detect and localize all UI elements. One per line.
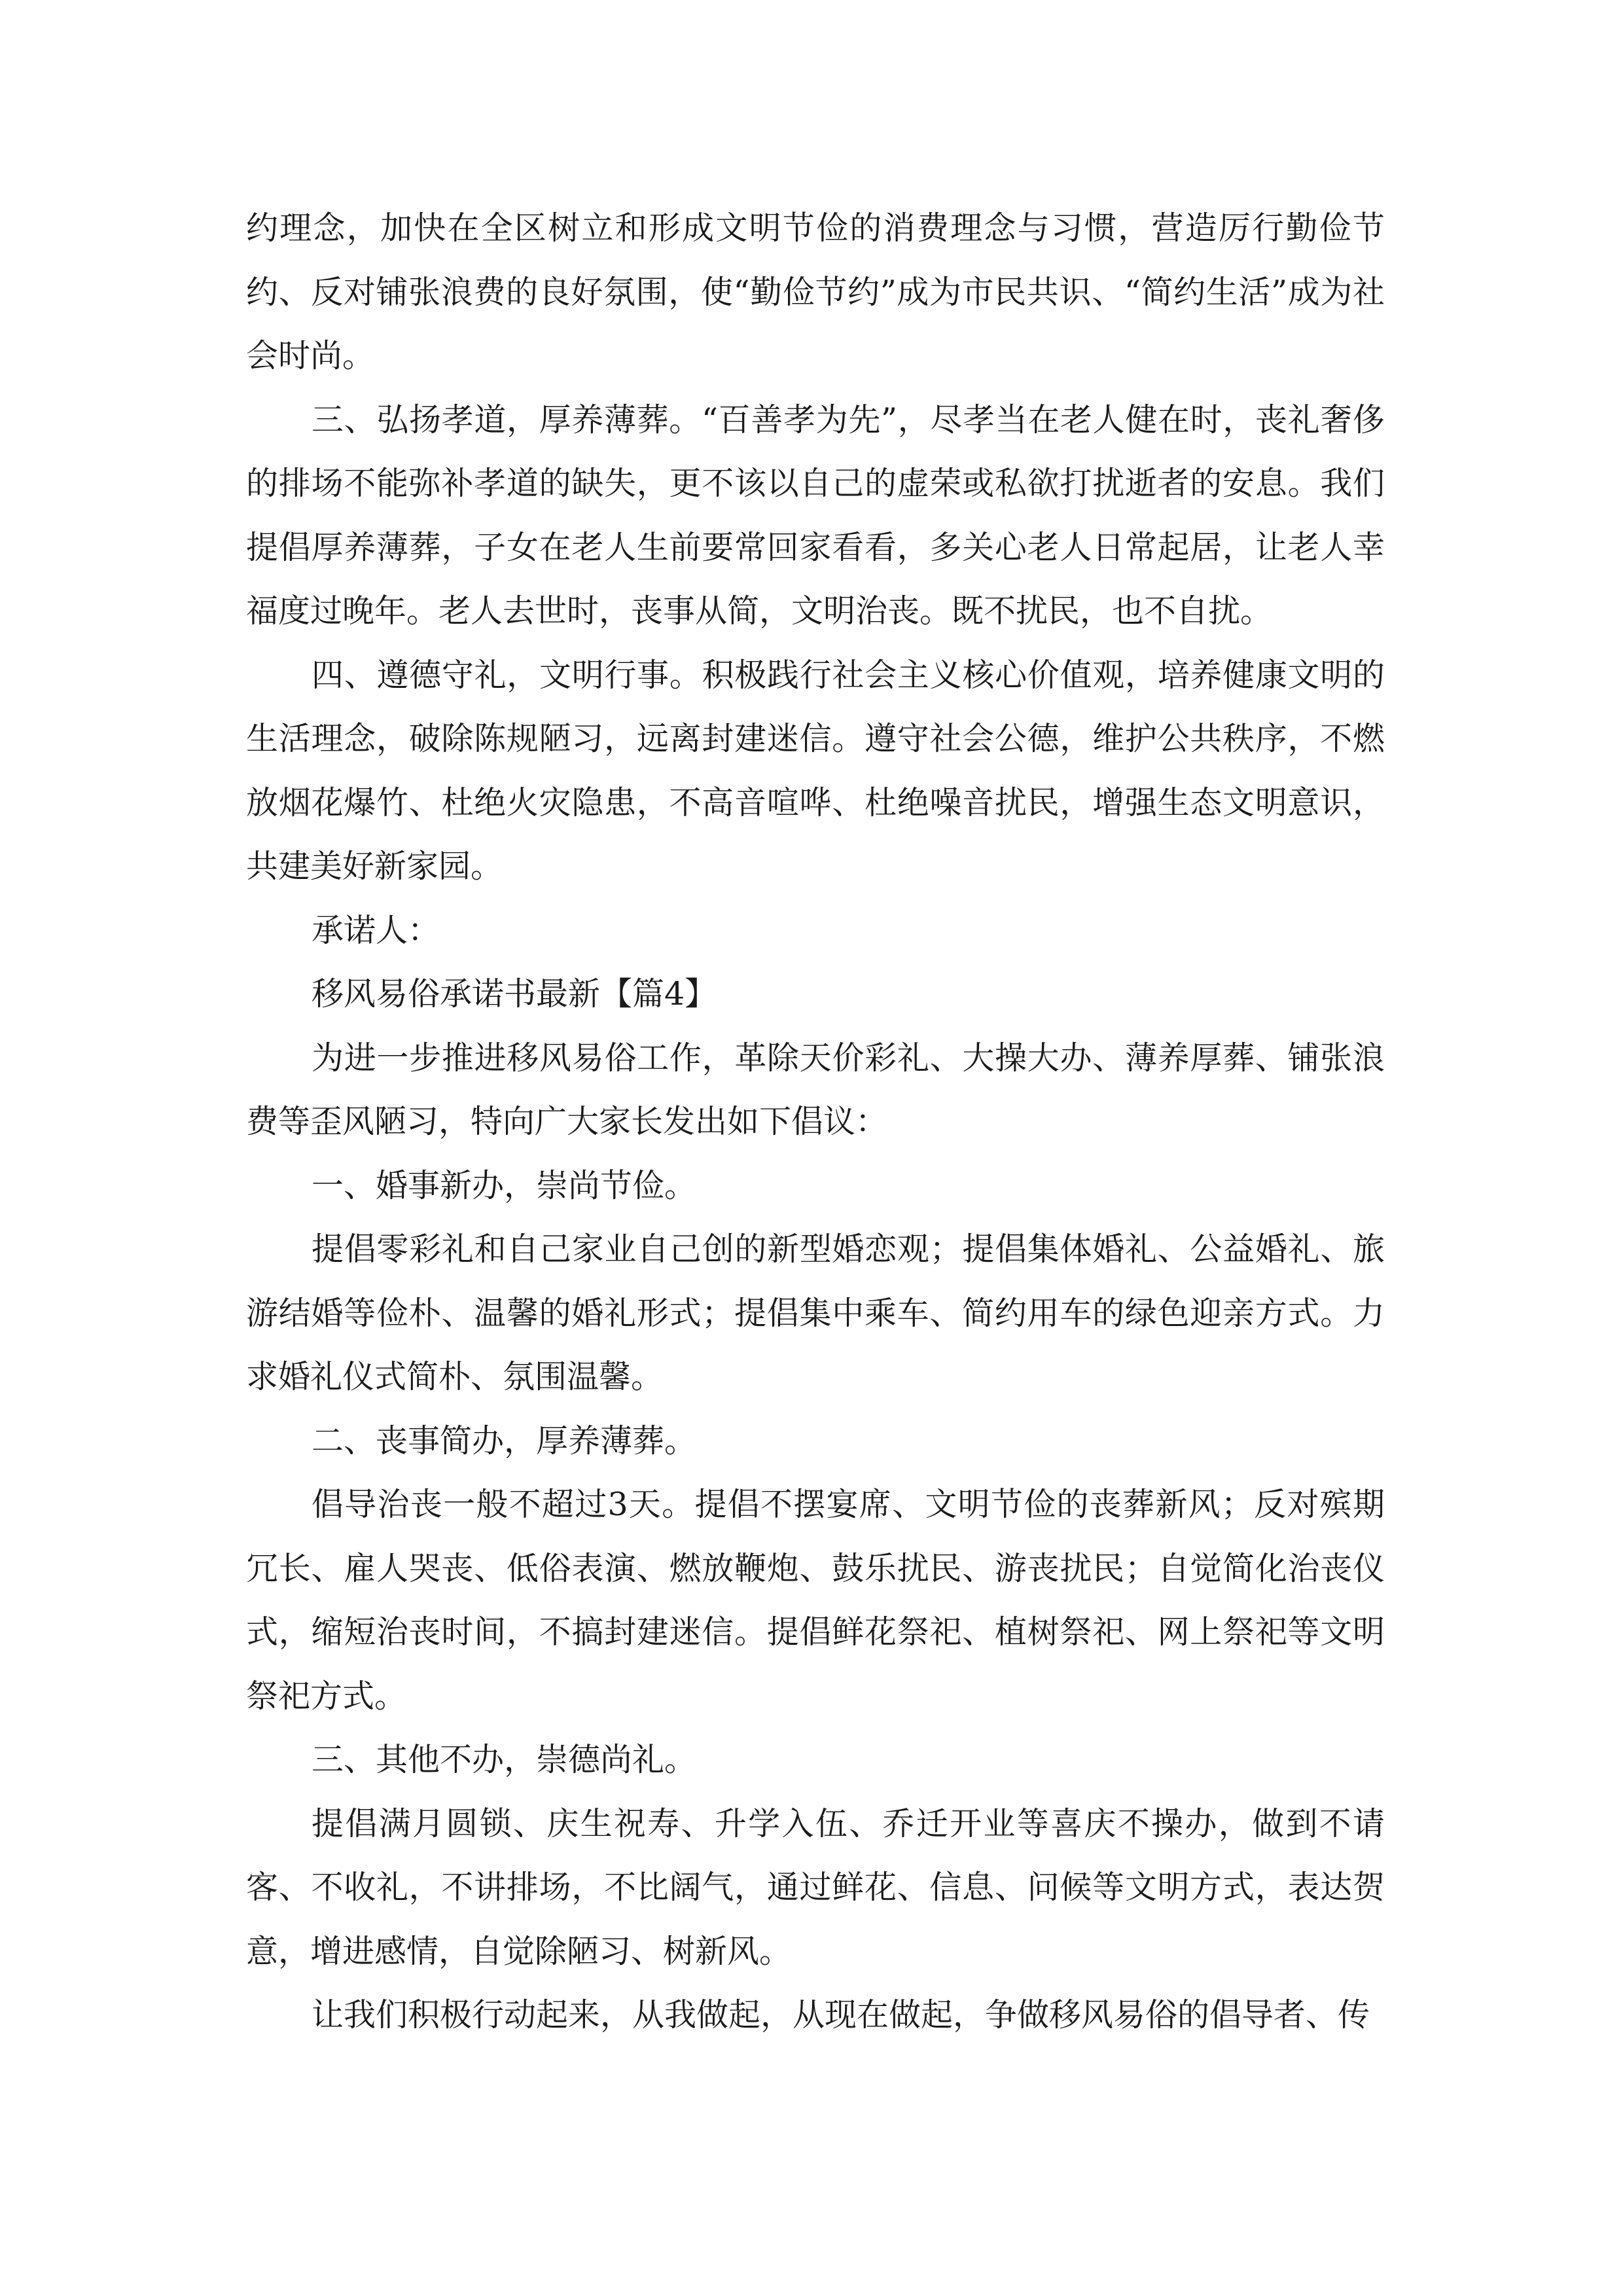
item-heading-1: 一、婚事新办，崇尚节俭。 [312, 1166, 697, 1204]
item-heading-2: 二、丧事简办，厚养薄葬。 [312, 1422, 697, 1460]
paragraph-10: 倡导治丧一般不超过3天。提倡不摆宴席、文明节俭的丧葬新风；反对殡期冗长、雇人哭丧、低俗表演、燃放鞭炮、鼓乐扰民、游丧扰民；自觉简化治丧仪式，缩短治丧时间，不搞封建迷信。提倡鲜花祭祀、植树祭祀、网上祭祀等文明祭祀方式。 [246, 1486, 1385, 1715]
item-heading-3: 三、其他不办，崇德尚礼。 [312, 1741, 697, 1778]
paragraph-1: 约理念，加快在全区树立和形成文明节俭的消费理念与习惯，营造厉行勤俭节约、反对铺张浪费的良好氛围，使“勤俭节约”成为市民共识、“简约生活”成为社会时尚。 [246, 209, 1385, 374]
paragraph-8: 提倡零彩礼和自己家业自己创的新型婚恋观；提倡集体婚礼、公益婚礼、旅游结婚等俭朴、温馨的婚礼形式；提倡集中乘车、简约用车的绿色迎亲方式。力求婚礼仪式简朴、氛围温馨。 [246, 1230, 1385, 1395]
promisor-label: 承诺人： [312, 911, 440, 949]
paragraph-3: 四、遵德守礼，文明行事。积极践行社会主义核心价值观，培养健康文明的生活理念，破除陈规陋习，远离封建迷信。遵守社会公德，维护公共秩序，不燃放烟花爆竹、杜绝火灾隐患，不高音喧哗、杜绝噪音扰民，增强生态文明意识，共建美好新家园。 [246, 656, 1385, 885]
paragraph-2: 三、弘扬孝道，厚养薄葬。“百善孝为先”，尽孝当在老人健在时，丧礼奢侈的排场不能弥补孝道的缺失，更不该以自己的虚荣或私欲打扰逝者的安息。我们提倡厚养薄葬，子女在老人生前要常回家看看，多关心老人日常起居，让老人幸福度过晚年。老人去世时，丧事从简，文明治丧。既不扰民，也不自扰。 [246, 401, 1385, 630]
paragraph-12: 提倡满月圆锁、庆生祝寿、升学入伍、乔迁开业等喜庆不操办，做到不请客、不收礼，不讲排场，不比阔气，通过鲜花、信息、问候等文明方式，表达贺意，增进感情，自觉除陋习、树新风。 [246, 1804, 1385, 1970]
paragraph-13: 让我们积极行动起来，从我做起，从现在做起，争做移风易俗的倡导者、传 [312, 1996, 1370, 2034]
section-heading: 移风易俗承诺书最新【篇4】 [312, 975, 717, 1013]
paragraph-6: 为进一步推进移风易俗工作，革除天价彩礼、大操大办、薄养厚葬、铺张浪费等歪风陋习，特向广大家长发出如下倡议： [246, 1039, 1385, 1140]
document-body [246, 196, 1385, 2047]
